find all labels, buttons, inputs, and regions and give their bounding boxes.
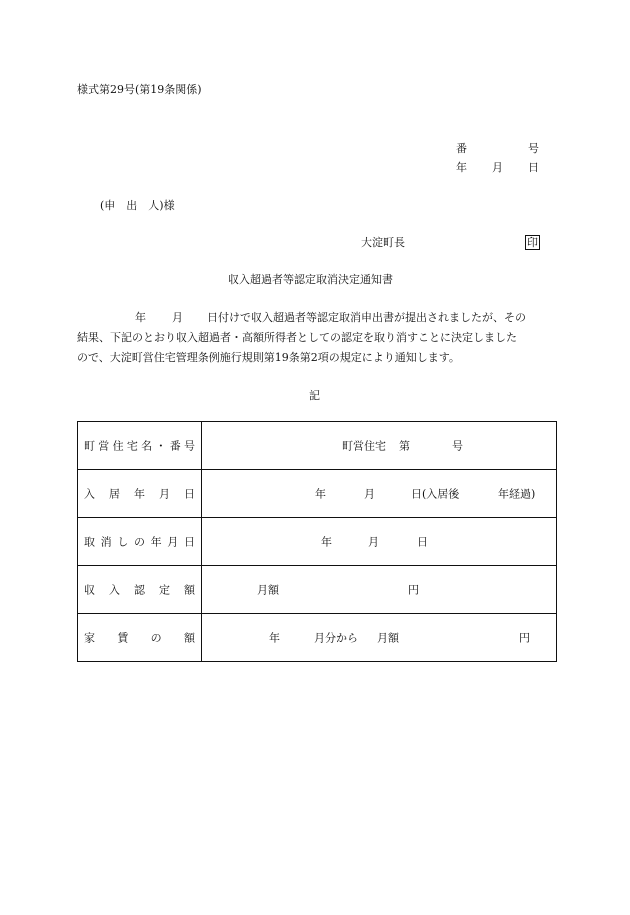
row-value-move-in <box>202 470 557 518</box>
value-part: 月 <box>364 487 375 500</box>
row-label-housing <box>78 422 202 470</box>
label-char: 消 <box>100 535 112 548</box>
label-char: 居 <box>109 487 120 500</box>
table-row <box>78 614 557 662</box>
body-line1-text: 日付けで収入超過者等認定取消申出書が提出されましたが、その <box>207 311 526 324</box>
value-part: 年 <box>321 535 332 548</box>
label-char: 入 <box>109 583 120 596</box>
value-part: 第 <box>399 439 410 452</box>
label-char: 認 <box>134 583 145 596</box>
label-char: 月 <box>167 535 179 548</box>
label-char: 宅 <box>126 439 138 452</box>
table-row <box>78 422 557 470</box>
label-char: 町 <box>84 439 95 452</box>
header-hi: 日 <box>528 161 539 174</box>
label-char: 定 <box>159 583 170 596</box>
document-title: 収入超過者等認定取消決定通知書 <box>228 273 393 286</box>
label-char: 号 <box>183 439 195 452</box>
label-char: 年 <box>134 487 145 500</box>
label-char: 住 <box>112 439 124 452</box>
value-part: 月額 <box>377 631 399 644</box>
label-char: 収 <box>84 583 95 596</box>
value-part: 日(入居後 <box>411 487 460 500</box>
row-label-rent <box>78 614 202 662</box>
body-line1-tsuki: 月 <box>172 311 183 324</box>
header-gou: 号 <box>528 142 539 155</box>
value-part: 年 <box>269 631 280 644</box>
header-ban: 番 <box>456 142 467 155</box>
label-char: の <box>150 631 162 644</box>
row-label-income <box>78 566 202 614</box>
row-value-housing <box>202 422 557 470</box>
label-char: の <box>133 535 145 548</box>
value-part: 号 <box>452 439 463 452</box>
row-value-rent <box>202 614 557 662</box>
seal-mark: 印 <box>527 236 538 249</box>
value-part: 町営住宅 <box>342 439 386 452</box>
label-char: ・ <box>155 439 167 452</box>
value-part: 月額 <box>257 583 279 596</box>
table-row <box>78 470 557 518</box>
label-char: 番 <box>169 439 181 452</box>
row-value-income <box>202 566 557 614</box>
form-number: 様式第29号(第19条関係) <box>77 83 202 96</box>
body-line2: 結果、下記のとおり収入超過者・高額所得者としての認定を取り消すことに決定しました <box>77 331 517 344</box>
header-nen: 年 <box>456 161 467 174</box>
label-char: 日 <box>183 535 195 548</box>
body-line3: ので、大淀町営住宅管理条例施行規則第19条第2項の規定により通知します。 <box>77 351 460 364</box>
value-part: 月 <box>368 535 379 548</box>
value-part: 年経過) <box>498 487 536 500</box>
label-char: し <box>117 535 129 548</box>
value-part: 円 <box>519 631 530 644</box>
details-table <box>77 421 557 662</box>
table-row <box>78 566 557 614</box>
value-part: 日 <box>417 535 428 548</box>
ki-mark: 記 <box>309 389 320 402</box>
body-line1-nen: 年 <box>135 311 146 324</box>
label-char: 月 <box>159 487 170 500</box>
label-char: 年 <box>150 535 162 548</box>
value-part: 年 <box>315 487 326 500</box>
label-char: 入 <box>84 487 95 500</box>
issuer-name: 大淀町長 <box>361 236 405 249</box>
label-char: 営 <box>98 439 110 452</box>
label-char: 取 <box>84 535 95 548</box>
label-char: 額 <box>184 583 195 596</box>
label-char: 名 <box>141 439 153 452</box>
row-value-cancel-date <box>202 518 557 566</box>
addressee: (申 出 人)様 <box>100 199 175 212</box>
label-char: 賃 <box>117 631 129 644</box>
table-row <box>78 518 557 566</box>
value-part: 月分から <box>314 631 358 644</box>
label-char: 額 <box>183 631 195 644</box>
value-part: 円 <box>408 583 419 596</box>
row-label-cancel-date <box>78 518 202 566</box>
row-label-move-in <box>78 470 202 518</box>
header-tsuki: 月 <box>492 161 503 174</box>
label-char: 家 <box>84 631 95 644</box>
label-char: 日 <box>184 487 195 500</box>
